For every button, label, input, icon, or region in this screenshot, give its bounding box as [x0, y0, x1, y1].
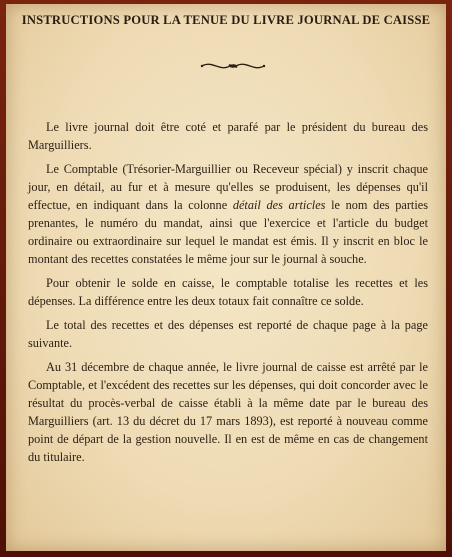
paragraph-comptable-italic-term: détail des articles [232, 198, 326, 212]
paragraph-comptable-text-end: le nom des parties prenantes, le numéro du mandat, ainsi que l'exercice et l'article du budget ordinaire ou extraordinaire sur lequel le mandat est émis. Il y inscrit en bloc le montant des recettes constatées le même jour sur le journal à souche. [28, 198, 428, 266]
document-title: INSTRUCTIONS POUR LA TENUE DU LIVRE JOURNAL DE CAISSE [21, 13, 431, 27]
instructions-body [28, 118, 428, 472]
paragraph-report-total: Le total des recettes et des dépenses est reporté de chaque page à la page suivante. [28, 318, 428, 350]
paragraph-arrete-annuel: Au 31 décembre de chaque année, le livre journal de caisse est arrêté par le Comptable, et l'excédent des recettes sur les dépenses, qui doit concorder avec le résultat du procès-verbal de caisse établi à la même date par le bureau des Marguilliers (art. 13 du décret du 17 mars 1893), est reporté à nouveau comme point de départ de la gestion nouvelle. Il en est de même en cas de changement du titulaire. [28, 360, 428, 464]
paragraph-solde-caisse: Pour obtenir le solde en caisse, le comptable totalise les recettes et les dépenses. La différence entre les deux totaux fait connaître ce solde. [28, 276, 428, 308]
paragraph-cote-parafe: Le livre journal doit être coté et parafé par le président du bureau des Marguilliers. [28, 120, 428, 152]
ornament-divider-icon [198, 59, 268, 73]
paragraph-comptable-inscription [28, 160, 428, 268]
paragraph-comptable-text-start: Le Comptable (Trésorier-Marguillier ou Receveur spécial) y inscrit chaque jour, en détail, au fur et à mesure qu'elles se produisent, les dépenses qu'il effectue, en indiquant dans la colonne [28, 162, 428, 212]
document-page [6, 4, 446, 551]
